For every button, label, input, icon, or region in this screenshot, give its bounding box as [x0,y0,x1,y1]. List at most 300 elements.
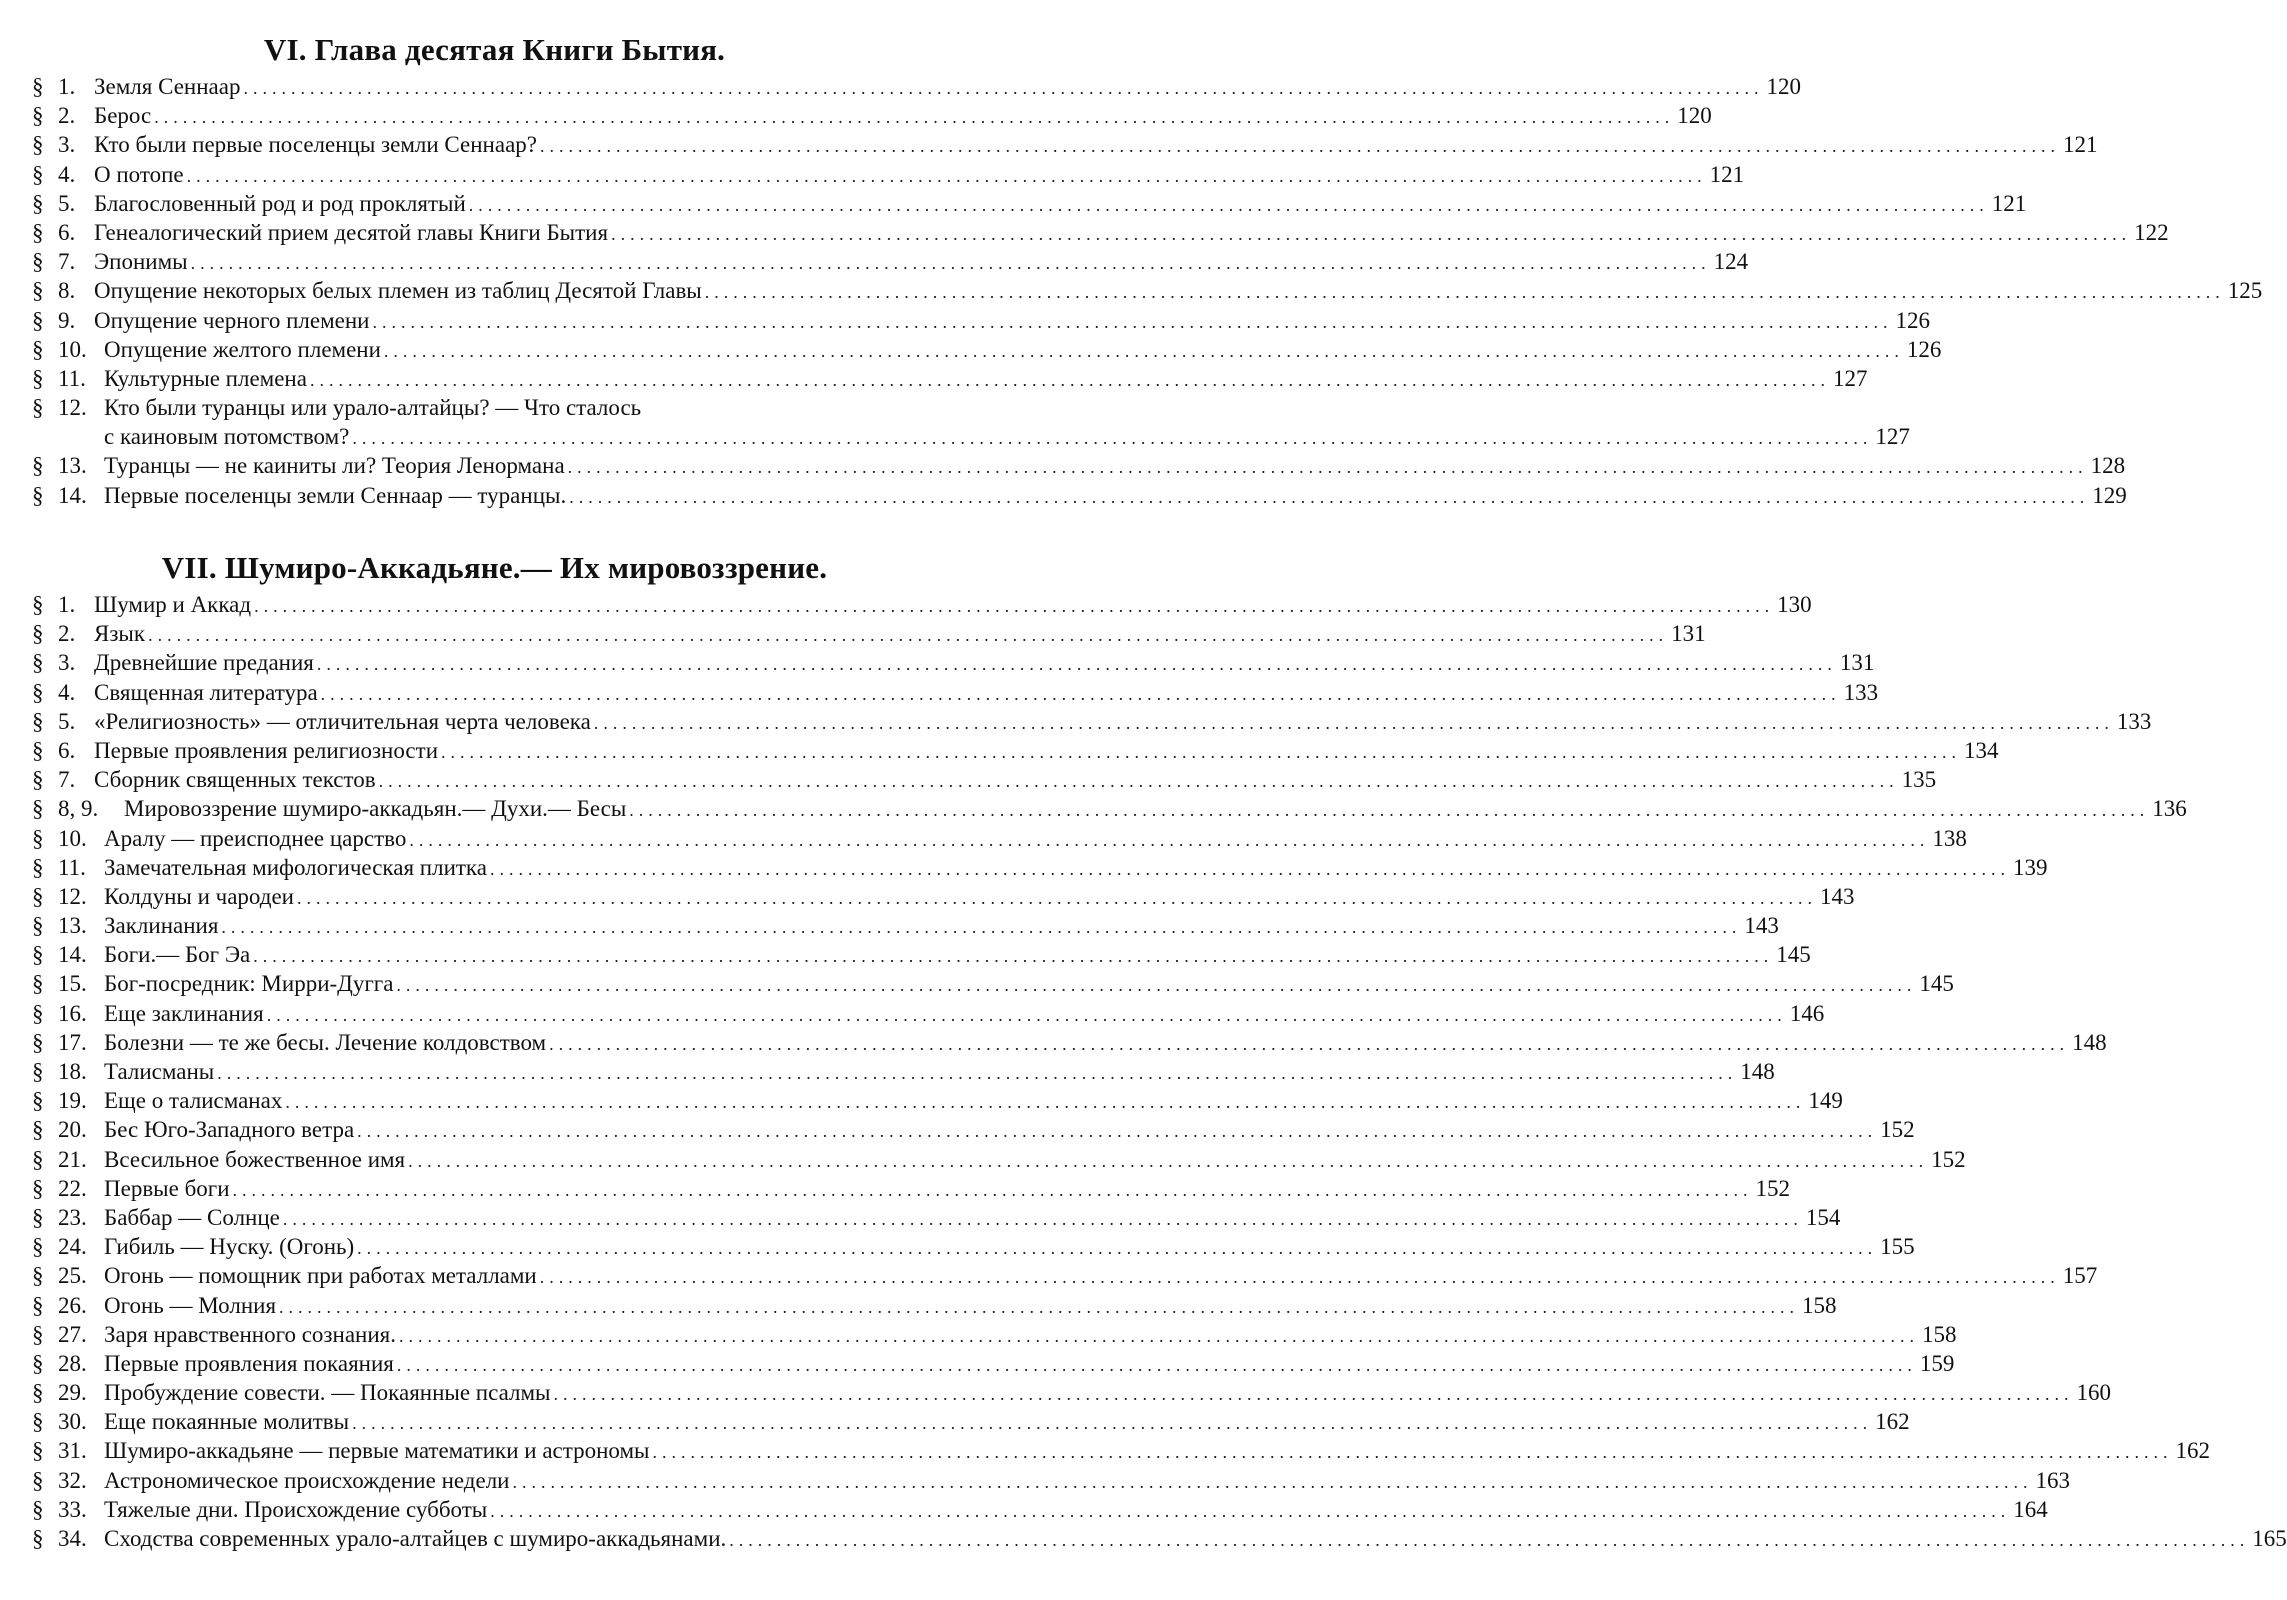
section-sign: § [32,1380,44,1406]
entry-line [94,648,1875,677]
entry-number: 1. [58,592,76,617]
entry-line [104,999,1825,1028]
entry-body [104,1349,1955,1378]
dot-leader: ................................................................................................................................................................ [539,1267,2060,1288]
toc-entry [0,736,1999,765]
toc-entry [0,853,2048,882]
entry-title: Эпонимы [94,249,188,275]
entry-title: Берос [94,103,152,129]
entry-title: Священная литература [94,679,318,705]
dot-leader: ................................................................................................................................................................ [190,253,1711,274]
entry-page-number: 127 [1832,365,1868,391]
entry-number: 34. [58,1526,87,1551]
entry-page-number: 135 [1901,767,1937,793]
entry-line [104,1524,2287,1553]
entry-number: 5. [58,708,76,734]
entry-line [94,218,2169,247]
entry-title: Астрономическое происхождение недели [104,1467,510,1493]
entry-line [94,189,2027,218]
section-sign: § [32,708,44,734]
entry-line [104,1495,2048,1524]
section-sign: § [32,796,44,822]
entry-line [104,1466,2070,1495]
entry-number: 16. [58,1000,87,1026]
toc-entry [0,707,2152,736]
toc-entry [0,276,2263,305]
entry-line [104,1436,2210,1465]
section-heading [0,28,989,72]
entry-body [104,335,1942,364]
section-sign: § [32,278,44,304]
entry-body [94,306,1930,335]
entry-title: Шумир и Аккад [94,592,252,617]
toc-entry [0,911,1779,940]
entry-number: 9. [58,307,76,333]
dot-leader: ................................................................................................................................................................ [383,340,1904,361]
entry-body [104,1115,1915,1144]
section-sign: § [32,1496,44,1522]
entry-page-number: 126 [1906,336,1942,362]
toc-entry [0,1466,2070,1495]
entry-title: Туранцы — не каиниты ли? Теория Ленормана [104,453,565,479]
entry-page-number: 158 [1802,1292,1837,1318]
section-sign: § [32,132,44,158]
toc-entry [0,189,2027,218]
entry-title: Опущение черного племени [94,307,370,333]
entry-body [104,1407,1910,1436]
entry-page-number: 121 [1991,190,2027,216]
entry-number: 23. [58,1204,87,1230]
entry-title: Первые проявления покаяния [104,1350,394,1376]
section-sign: § [32,1526,44,1551]
entry-number: 28. [58,1350,87,1376]
entry-line [104,1378,2111,1407]
section-sign: § [32,1350,44,1376]
toc-entry [0,648,1875,677]
dot-leader: ................................................................................................................................................................ [253,946,1774,967]
dot-leader: ................................................................................................................................................................ [372,311,1893,332]
toc-entry [0,1145,1966,1174]
entry-number: 14. [58,482,87,508]
toc-entry [0,1232,1915,1261]
entry-title: Огонь — Молния [104,1292,277,1318]
entry-number: 19. [58,1088,87,1114]
section-sign: § [32,971,44,997]
dot-leader: ................................................................................................................................................................ [154,107,1675,128]
toc-entry [0,940,1811,969]
section-sign: § [32,1292,44,1318]
entry-body [94,648,1875,677]
dot-leader: ................................................................................................................................................................ [352,1413,1873,1434]
entry-number: 4. [58,679,76,705]
dot-leader: ................................................................................................................................................................ [468,194,1989,215]
section-sign: § [32,592,44,617]
entry-page-number: 163 [2035,1467,2070,1493]
entry-body [104,451,2126,480]
entry-title: с каиновым потомством? [104,424,350,450]
entry-number: 12. [58,395,87,421]
entry-line [104,1086,1843,1115]
entry-body [104,1524,2287,1553]
entry-title: Опущение некоторых белых племен из таблиц Десятой Главы [94,278,702,304]
entry-line [104,364,1868,393]
entry-body [104,1174,1791,1203]
entry-title: Гибиль — Нуску. (Огонь) [104,1234,355,1260]
entry-title: Боги.— Бог Эа [104,942,251,968]
entry-number: 3. [58,132,76,158]
entry-body [94,218,2169,247]
entry-line [94,247,1749,276]
section-sign: § [32,190,44,216]
entry-body [94,765,1937,794]
entry-page-number: 148 [1740,1059,1775,1084]
entry-page-number: 162 [1875,1409,1910,1435]
entry-body [94,678,1879,707]
entry-line [94,130,2098,159]
section-sign: § [32,307,44,333]
toc-entry [0,451,2126,480]
toc-entry [0,1028,2107,1057]
dot-leader: ................................................................................................................................................................ [441,741,1962,762]
entry-page-number: 145 [1776,942,1811,968]
entry-title: Шумиро-аккадьяне — первые математики и астрономы [104,1438,650,1464]
dot-leader: ................................................................................................................................................................ [408,1150,1929,1171]
entry-title: Культурные племена [104,365,307,391]
entry-body [104,1378,2111,1407]
dot-leader: ................................................................................................................................................................ [285,1092,1806,1113]
section-sign: § [32,1175,44,1201]
entry-line [124,794,2187,823]
entry-line [104,1057,1775,1086]
entry-line [104,1115,1915,1144]
entry-body [94,707,2152,736]
entry-line [104,393,939,422]
entry-title: Кто были первые поселенцы земли Сеннаар? [94,132,537,158]
entry-page-number: 155 [1880,1234,1915,1260]
entry-title: Опущение желтого племени [104,336,381,362]
entry-number: 10. [58,825,87,851]
entry-title: Тяжелые дни. Происхождение субботы [104,1496,488,1522]
entry-number: 7. [58,249,76,275]
toc-entry [0,678,1879,707]
dot-leader: ................................................................................................................................................................ [611,223,2132,244]
section-sign: § [32,1467,44,1493]
entry-page-number: 152 [1931,1146,1966,1172]
section-sign: § [32,219,44,245]
dot-leader: ................................................................................................................................................................ [221,917,1742,938]
dot-leader: ................................................................................................................................................................ [148,625,1669,646]
entry-page-number: 131 [1671,621,1706,647]
entry-number: 29. [58,1380,87,1406]
dot-leader: ................................................................................................................................................................ [279,1296,1800,1317]
toc-entry [0,1291,1837,1320]
toc-entry [0,969,1954,998]
entry-number: 11. [58,365,86,391]
entry-line [104,882,1855,911]
entry-line [104,1203,1841,1232]
dot-leader: ................................................................................................................................................................ [704,282,2225,303]
entry-page-number: 125 [2227,278,2263,304]
entry-body [94,160,1745,189]
entry-page-number: 126 [1895,307,1930,333]
toc-entry [0,590,1812,619]
section-numeral: VI. [263,32,307,67]
entry-page-number: 149 [1808,1088,1843,1114]
entry-title: Земля Сеннаар [94,74,241,99]
entry-page-number: 162 [2175,1438,2210,1464]
entry-body [104,882,1855,911]
entry-line [104,824,1967,853]
entry-page-number: 133 [1843,679,1879,705]
section-sign: § [32,1234,44,1260]
entry-line [104,1320,1957,1349]
dot-leader: ................................................................................................................................................................ [396,1354,1917,1375]
dot-leader: ................................................................................................................................................................ [409,829,1930,850]
section-title: Глава десятая Книги Бытия. [314,32,726,67]
toc-entry [0,1436,2210,1465]
entry-page-number: 124 [1713,249,1749,275]
toc-entry [0,335,1942,364]
entry-body [94,247,1749,276]
dot-leader: ................................................................................................................................................................ [309,369,1830,390]
entry-body [94,736,1999,765]
section-sign: § [32,942,44,968]
entry-line [104,853,2048,882]
toc-entry [0,1320,1957,1349]
entry-number: 12. [58,883,87,909]
section-sign: § [32,767,44,793]
entry-title: Аралу — преисподнее царство [104,825,407,851]
entry-body [104,824,1967,853]
entry-body [104,940,1811,969]
entry-page-number: 164 [2013,1496,2048,1522]
dot-leader: ................................................................................................................................................................ [296,887,1817,908]
toc-entry [0,481,2127,510]
entry-page-number: 120 [1677,103,1712,129]
dot-leader: ................................................................................................................................................................ [490,1500,2011,1521]
entry-body [104,1232,1915,1261]
entry-number: 10. [58,336,87,362]
entry-title: Баббар — Солнце [104,1204,280,1230]
entry-body [94,130,2098,159]
entry-line [94,72,1801,101]
entry-title: Кто были туранцы или урало-алтайцы? — Что сталось [104,395,642,421]
entry-title: Первые проявления религиозности [94,737,439,763]
entry-number: 8, 9. [58,796,99,822]
section-sign: § [32,365,44,391]
section-sign: § [32,825,44,851]
entry-body [94,72,1801,101]
entry-body [104,1436,2210,1465]
dot-leader: ................................................................................................................................................................ [729,1530,2250,1550]
entry-body [104,1057,1775,1086]
toc-section-vi [0,28,2263,510]
entry-body [104,1495,2048,1524]
entry-title: Мировоззрение шумиро-аккадьян.— Духи.— Бесы [124,796,627,822]
toc-entry [0,1495,2048,1524]
entry-number: 25. [58,1263,87,1289]
dot-leader: ................................................................................................................................................................ [652,1442,2173,1463]
toc-entry [0,1524,2287,1553]
entry-page-number: 157 [2062,1263,2098,1289]
section-sign: § [32,74,44,99]
entry-line [104,940,1811,969]
entry-title: Еще покаянные молитвы [104,1409,350,1435]
entry-number: 17. [58,1029,87,1055]
entry-page-number: 130 [1777,592,1812,617]
section-sign: § [32,737,44,763]
entry-number: 26. [58,1292,87,1318]
toc-entry-list [0,590,2287,1553]
entry-page-number: 143 [1744,913,1779,939]
entry-body [104,999,1825,1028]
entry-line [104,451,2126,480]
entry-page-number: 154 [1805,1204,1841,1230]
entry-body [104,1203,1841,1232]
entry-body [104,853,2048,882]
entry-page-number: 134 [1964,737,1999,763]
entry-title: О потопе [94,161,184,187]
entry-body [94,276,2263,305]
entry-title: Всесильное божественное имя [104,1146,406,1172]
dot-leader: ................................................................................................................................................................ [512,1471,2033,1492]
section-sign: § [32,1059,44,1084]
toc-entry [0,1407,1910,1436]
dot-leader: ................................................................................................................................................................ [316,654,1837,675]
dot-leader: ................................................................................................................................................................ [217,1063,1738,1083]
entry-page-number: 127 [1875,424,1910,450]
toc-entry [0,1378,2111,1407]
section-sign: § [32,913,44,939]
section-heading [0,546,989,590]
dot-leader: ................................................................................................................................................................ [569,486,2090,507]
toc-entry [0,619,1706,648]
entry-number: 15. [58,971,87,997]
toc-entry [0,393,1910,451]
entry-number: 18. [58,1059,87,1084]
entry-number: 22. [58,1175,87,1201]
toc-entry [0,999,1825,1028]
entry-title: Замечательная мифологическая плитка [104,854,487,880]
entry-number: 11. [58,854,86,880]
dot-leader: ................................................................................................................................................................ [378,771,1899,792]
entry-body [124,794,2187,823]
toc-entry [0,218,2169,247]
entry-page-number: 122 [2134,219,2169,245]
section-title: Шумиро-Аккадьяне.— Их мировоззрение. [224,550,828,585]
entry-line [94,590,1812,619]
entry-page-number: 136 [2152,796,2187,822]
section-sign: § [32,1000,44,1026]
toc-entry-list [0,72,2263,510]
entry-title: Болезни — те же бесы. Лечение колдовством [104,1029,547,1055]
entry-number: 33. [58,1496,87,1522]
entry-line [94,707,2152,736]
section-sign: § [32,854,44,880]
entry-line [94,276,2263,305]
entry-page-number: 159 [1919,1350,1955,1376]
entry-body [104,1086,1843,1115]
entry-number: 31. [58,1438,87,1464]
toc-entry [0,794,2187,823]
entry-line [104,1349,1955,1378]
entry-line [104,911,1779,940]
section-sign: § [32,1029,44,1055]
entry-number: 1. [58,74,76,99]
section-sign: § [32,883,44,909]
dot-leader: ................................................................................................................................................................ [352,428,1873,449]
section-sign: § [32,621,44,647]
dot-leader: ................................................................................................................................................................ [629,800,2150,821]
entry-title: Благословенный род и род проклятый [94,190,466,216]
entry-title: Бог-посредник: Мирри-Дугга [104,971,394,997]
toc-entry [0,160,1745,189]
dot-leader: ................................................................................................................................................................ [567,457,2088,478]
entry-line [104,969,1954,998]
entry-number: 2. [58,621,76,647]
entry-line [94,765,1937,794]
entry-body [104,1291,1837,1320]
entry-body [94,590,1812,619]
section-numeral: VII. [161,550,217,585]
entry-page-number: 165 [2252,1526,2287,1551]
toc-entry [0,1349,1955,1378]
entry-body [104,1145,1966,1174]
entry-page-number: 139 [2012,854,2048,880]
entry-title: «Религиозность» — отличительная черта человека [94,708,591,734]
entry-page-number: 121 [2063,132,2098,158]
entry-body [104,1466,2070,1495]
toc-entry [0,1086,1843,1115]
toc-entry [0,824,1967,853]
entry-body [104,1261,2098,1290]
entry-number: 3. [58,650,76,676]
section-sign: § [32,1409,44,1435]
entry-number: 30. [58,1409,87,1435]
entry-title: Язык [94,621,146,647]
toc-entry [0,247,1749,276]
entry-line [104,1407,1910,1436]
section-sign: § [32,453,44,479]
entry-title: Огонь — помощник при работах металлами [104,1263,537,1289]
section-sign: § [32,1146,44,1172]
dot-leader: ................................................................................................................................................................ [254,596,1775,616]
dot-leader: ................................................................................................................................................................ [357,1121,1878,1142]
entry-number: 8. [58,278,76,304]
entry-title: Колдуны и чародеи [104,883,294,909]
entry-number: 14. [58,942,87,968]
section-sign: § [32,395,44,421]
entry-line [104,1145,1966,1174]
entry-body [104,364,1868,393]
entry-page-number: 143 [1819,883,1855,909]
dot-leader: ................................................................................................................................................................ [549,1033,2070,1054]
entry-number: 5. [58,190,76,216]
entry-title: Заря нравственного сознания. [104,1321,396,1347]
entry-number: 6. [58,737,76,763]
entry-number: 7. [58,767,76,793]
entry-body [104,911,1779,940]
dot-leader: ................................................................................................................................................................ [593,712,2114,733]
entry-line [94,160,1745,189]
toc-entry [0,1115,1915,1144]
entry-title: Сходства современных урало-алтайцев с шумиро-аккадьянами. [104,1526,727,1551]
dot-leader: ................................................................................................................................................................ [553,1384,2074,1405]
dot-leader: ................................................................................................................................................................ [243,78,1764,98]
entry-title: Бес Юго-Западного ветра [104,1117,355,1143]
entry-number: 21. [58,1146,87,1172]
entry-line [94,306,1930,335]
